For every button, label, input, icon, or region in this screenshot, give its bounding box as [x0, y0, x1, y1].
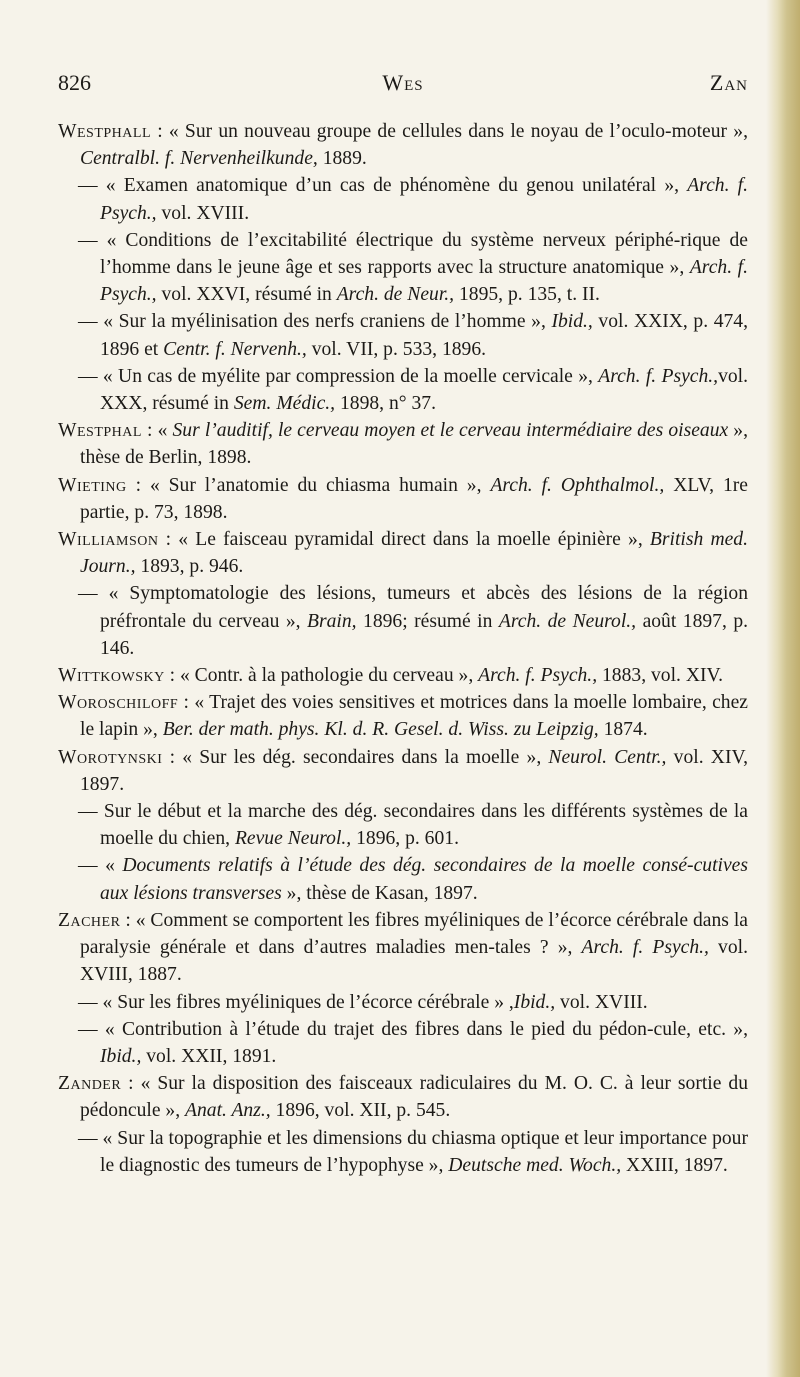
- entry-source: British med. Journ.,: [80, 529, 748, 578]
- entry-title: : « Sur la disposition des faisceaux radiculaires du M. O. C. à leur sortie du pédoncule »,: [80, 1073, 748, 1122]
- entry-details: XXIII, 1897.: [621, 1154, 728, 1176]
- bibliography-entry: [58, 417, 748, 471]
- entry-source: Ibid.,: [551, 311, 593, 333]
- entry-source: Arch. f. Ophthalmol.,: [490, 474, 665, 496]
- entry-source: Arch. f. Psych.,: [598, 365, 719, 387]
- entry-author: Zacher: [58, 909, 121, 931]
- entry-dash: —: [78, 583, 109, 605]
- bibliography-entry: [58, 1016, 748, 1070]
- bibliography-entry: [58, 689, 748, 743]
- entry-source: Sur l’auditif, le cerveau moyen et le cerveau intermédiaire des oiseaux: [172, 420, 729, 442]
- bibliography-entry: [58, 526, 748, 580]
- entry-dash: —: [78, 311, 104, 333]
- entry-source-secondary: Arch. de Neurol.,: [498, 610, 637, 632]
- bibliography-entry: [58, 1125, 748, 1179]
- entry-dash: —: [78, 1018, 105, 1040]
- entry-title: « Examen anatomique d’un cas de phénomène du genou unilatéral »,: [105, 175, 688, 197]
- entry-details: vol. XXX, résumé in: [100, 365, 749, 415]
- entry-source: Arch. f. Psych.,: [581, 937, 709, 959]
- entry-title: : « Le faisceau pyramidal direct dans la moelle épinière »,: [158, 529, 650, 551]
- entry-details-secondary: 1898, n° 37.: [335, 393, 436, 415]
- entry-source: Neurol. Centr.,: [548, 746, 667, 768]
- entry-author: Williamson: [58, 529, 159, 551]
- entry-source: Revue Neurol.,: [234, 828, 352, 850]
- running-head-left: Wes: [382, 70, 424, 95]
- entry-source-secondary: Sem. Médic.,: [233, 393, 336, 415]
- entry-title: : « Trajet des voies sensitives et motrices dans la moelle lombaire, chez le lapin »,: [80, 692, 748, 741]
- entry-source: Ibid.,: [513, 991, 556, 1013]
- entry-title: «: [105, 855, 123, 877]
- entry-dash: —: [78, 801, 104, 823]
- entry-title: « Sur la topographie et les dimensions du chiasma optique et leur importance pour le diagnostic des tumeurs de l’hypophyse »,: [100, 1127, 748, 1176]
- entry-title: : « Contr. à la pathologie du cerveau »,: [164, 665, 479, 687]
- bibliography-entry: [58, 580, 748, 662]
- entry-details: vol. XVIII.: [156, 202, 250, 224]
- entry-details: vol. XXVI, résumé in: [156, 284, 337, 306]
- entry-author: Westphal: [58, 420, 142, 442]
- entry-title: : « Sur l’anatomie du chiasma humain »,: [126, 474, 491, 496]
- entry-details: 1896, vol. XII, p. 545.: [270, 1100, 451, 1122]
- entry-details: 1883, vol. XIV.: [597, 665, 724, 687]
- bibliography-entry: [58, 118, 748, 172]
- entry-details: », thèse de Kasan, 1897.: [281, 882, 478, 904]
- entry-dash: —: [78, 855, 106, 877]
- entry-source: Anat. Anz.,: [185, 1100, 271, 1122]
- entry-source: Brain,: [307, 610, 357, 632]
- bibliography-entry: [58, 227, 748, 309]
- page-number: 826: [58, 70, 91, 95]
- bibliography-entry: [58, 172, 748, 226]
- entry-source: Deutsche med. Woch.,: [448, 1154, 622, 1176]
- entry-details: vol. XIV, 1897.: [80, 746, 748, 795]
- bibliography-entry: [58, 662, 748, 689]
- entry-details: 1896; résumé in: [356, 610, 499, 632]
- entry-author: Wieting: [58, 474, 127, 496]
- entry-details: vol. XXIX, p. 474, 1896 et: [100, 311, 748, 360]
- running-header: [58, 70, 748, 104]
- bibliography-entry: [58, 907, 748, 989]
- entry-details: 1896, p. 601.: [351, 828, 459, 850]
- bibliography-list: [58, 118, 748, 1179]
- entry-details: 1874.: [598, 719, 648, 741]
- entry-dash: —: [78, 365, 103, 387]
- entry-details: 1893, p. 946.: [135, 556, 244, 578]
- entry-author: Woroschiloff: [58, 692, 179, 714]
- entry-title: « Sur la myélinisation des nerfs craniens de l’homme »,: [103, 311, 552, 333]
- entry-details-secondary: août 1897, p. 146.: [100, 610, 749, 659]
- entry-title: « Sur les fibres myéliniques de l’écorce cérébrale » ,: [102, 991, 514, 1013]
- entry-details: », thèse de Berlin, 1898.: [80, 420, 748, 469]
- entry-source: Arch. f. Psych.,: [478, 665, 598, 687]
- bibliography-entry: [58, 363, 748, 417]
- entry-source: Ibid.,: [100, 1045, 142, 1067]
- page-edge-shading: [766, 0, 800, 1377]
- bibliography-entry: [58, 744, 748, 798]
- running-head-right: Zan: [709, 70, 748, 95]
- entry-details-secondary: 1895, p. 135, t. II.: [454, 284, 600, 306]
- entry-dash: —: [78, 991, 103, 1013]
- entry-title: « Un cas de myélite par compression de la moelle cervicale »,: [102, 365, 599, 387]
- entry-dash: —: [78, 229, 107, 251]
- entry-title: : « Sur un nouveau groupe de cellules dans le noyau de l’oculo-moteur »,: [151, 121, 748, 142]
- entry-source: Documents relatifs à l’étude des dég. secondaires de la moelle consé-cutives aux lésions transverses: [100, 855, 748, 904]
- entry-author: Wittkowsky: [58, 665, 165, 687]
- entry-details: 1889.: [317, 148, 367, 170]
- entry-title: « Conditions de l’excitabilité électrique du système nerveux périphé-rique de l’homme dans le jeune âge et ses rapports avec la structure anatomique »,: [100, 229, 748, 279]
- entry-details: vol. XVIII.: [555, 991, 648, 1013]
- bibliography-entry: [58, 989, 748, 1016]
- entry-details: vol. XVIII, 1887.: [80, 937, 748, 986]
- entry-author: Worotynski: [58, 746, 163, 768]
- entry-title: « Contribution à l’étude du trajet des fibres dans le pied du pédon-cule, etc. »,: [104, 1018, 749, 1040]
- bibliography-entry: [58, 1070, 748, 1124]
- entry-source: Arch. f. Psych.,: [100, 175, 749, 224]
- bibliography-entry: [58, 472, 748, 526]
- entry-source-secondary: Centr. f. Nervenh.,: [163, 338, 307, 360]
- entry-details: XLV, 1re partie, p. 73, 1898.: [80, 474, 748, 523]
- bibliography-entry: [58, 308, 748, 362]
- entry-title: : «: [141, 420, 173, 442]
- entry-source: Ber. der math. phys. Kl. d. R. Gesel. d. Wiss. zu Leipzig,: [162, 719, 599, 741]
- entry-dash: —: [78, 1127, 103, 1149]
- entry-details-secondary: vol. VII, p. 533, 1896.: [306, 338, 487, 360]
- bibliography-entry: [58, 852, 748, 906]
- entry-title: : « Comment se comportent les fibres myéliniques de l’écorce cérébrale dans la paralysie générale et dans d’autres maladies men-tales ? »,: [80, 909, 748, 959]
- entry-author: Zander: [58, 1073, 122, 1095]
- entry-title: Sur le début et la marche des dég. secondaires dans les différents systèmes de la moelle du chien,: [100, 801, 749, 850]
- entry-author: Westphall: [58, 121, 151, 142]
- entry-title: : « Sur les dég. secondaires dans la moelle »,: [162, 746, 549, 768]
- entry-details: vol. XXII, 1891.: [141, 1045, 277, 1067]
- bibliography-entry: [58, 798, 748, 852]
- entry-title: « Symptomatologie des lésions, tumeurs et abcès des lésions de la région préfrontale du cerveau »,: [100, 583, 748, 632]
- entry-source: Centralbl. f. Nervenheilkunde,: [80, 148, 318, 170]
- entry-source: Arch. f. Psych.,: [100, 257, 749, 306]
- entry-source-secondary: Arch. de Neur.,: [336, 284, 455, 306]
- entry-dash: —: [78, 175, 106, 197]
